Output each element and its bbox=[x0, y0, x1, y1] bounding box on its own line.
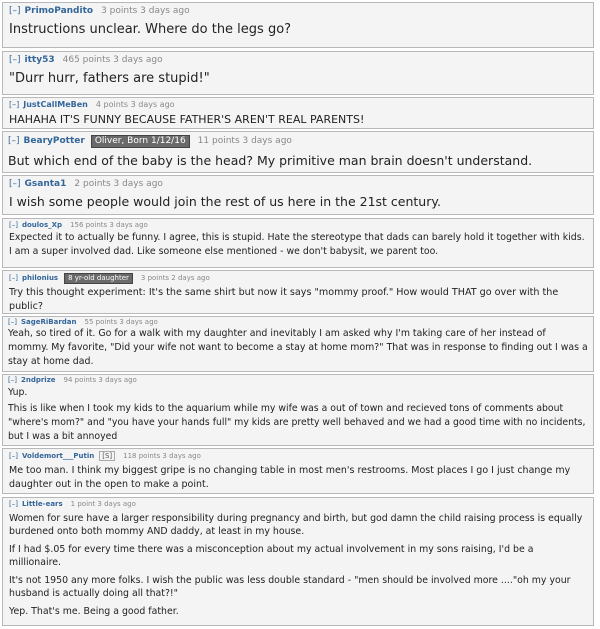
comment bbox=[2, 270, 594, 314]
comment-body bbox=[9, 464, 587, 492]
comment-meta bbox=[8, 318, 588, 326]
comment-text: If I had $.05 for every time there was a misconception about my actual involvement in my sons raising, I'd be a millionaire. bbox=[9, 544, 534, 569]
comment bbox=[2, 316, 594, 372]
comment-body bbox=[9, 21, 587, 38]
comment bbox=[2, 374, 594, 446]
comment-body bbox=[9, 286, 587, 314]
comment-meta bbox=[8, 376, 588, 384]
score-timestamp: 465 points 3 days ago bbox=[62, 55, 163, 65]
comment-text: Yeah, so tired of it. Go for a walk with my daughter and inevitably I am asked why I'm taking care of her instead of mommy. My favorite, "Did your wife not want to become a stay at home mom?" That was in response to finding out I was a stay at home dad. bbox=[8, 328, 588, 368]
author-link[interactable]: 2ndprize bbox=[20, 376, 56, 384]
comment-body bbox=[9, 70, 587, 87]
comment-text: I wish some people would join the rest of us here in the 21st century. bbox=[9, 193, 441, 209]
comment bbox=[2, 97, 594, 129]
collapse-toggle[interactable]: [–] bbox=[9, 179, 21, 189]
comment-meta bbox=[9, 500, 587, 508]
comment-text: Me too man. I think my biggest gripe is no changing table in most men's restrooms. Most places I go I just change my daughter out in the open to make a point. bbox=[9, 465, 571, 491]
comment bbox=[2, 131, 594, 173]
collapse-toggle[interactable]: [–] bbox=[9, 6, 21, 16]
author-link[interactable]: Voldemort___Putin bbox=[21, 452, 95, 460]
comment-body bbox=[8, 386, 588, 444]
comment-text: "Durr hurr, fathers are stupid!" bbox=[9, 70, 210, 86]
comment-text: Yup. bbox=[8, 387, 28, 399]
comment-meta bbox=[9, 451, 587, 461]
author-link[interactable]: Little-ears bbox=[21, 500, 63, 508]
comment-body bbox=[9, 193, 587, 210]
comment-text: HAHAHA IT'S FUNNY BECAUSE FATHER'S AREN'T REAL PARENTS! bbox=[9, 112, 365, 126]
comment-meta bbox=[8, 135, 588, 148]
comment-text: Try this thought experiment: It's the same shirt but now it says "mommy proof." How would THAT go over with the public? bbox=[9, 286, 559, 312]
collapse-toggle[interactable]: [–] bbox=[9, 500, 18, 508]
collapse-toggle[interactable]: [–] bbox=[9, 55, 21, 65]
comment bbox=[2, 2, 594, 48]
author-link[interactable]: SageRiBardan bbox=[20, 318, 77, 326]
comment-meta bbox=[9, 100, 587, 110]
collapse-toggle[interactable]: [–] bbox=[9, 452, 18, 460]
collapse-toggle[interactable]: [–] bbox=[8, 376, 17, 384]
score-timestamp: 55 points 3 days ago bbox=[84, 318, 158, 326]
collapse-toggle[interactable]: [–] bbox=[8, 136, 20, 146]
score-timestamp: 156 points 3 days ago bbox=[70, 221, 148, 229]
collapse-toggle[interactable]: [–] bbox=[8, 318, 17, 326]
collapse-toggle[interactable]: [–] bbox=[9, 221, 18, 229]
comment-text: It's not 1950 any more folks. I wish the public was less double standard - "men should be involved more ...."oh my your husband is actually doing all that?!" bbox=[9, 575, 571, 600]
comment-meta bbox=[9, 179, 587, 190]
score-timestamp: 3 points 2 days ago bbox=[140, 274, 210, 282]
comment bbox=[2, 497, 594, 626]
author-link[interactable]: JustCallMeBen bbox=[23, 100, 88, 109]
comment-text: Expected it to actually be funny. I agree, this is stupid. Hate the stereotype that dads can barely hold it together with kids. I am a super involved dad. Like someone else mentioned - we don't babysit, we parent too. bbox=[9, 232, 585, 258]
score-timestamp: 11 points 3 days ago bbox=[197, 136, 292, 146]
comment-body bbox=[9, 512, 587, 618]
comment-body bbox=[8, 327, 588, 369]
score-timestamp: 94 points 3 days ago bbox=[63, 376, 137, 384]
user-flair: Oliver, Born 1/12/16 bbox=[91, 135, 190, 148]
score-timestamp: 1 point 3 days ago bbox=[70, 500, 136, 508]
comment bbox=[2, 175, 594, 215]
comment bbox=[2, 448, 594, 494]
comment-text: Women for sure have a larger responsibility during pregnancy and birth, but god damn the child raising process is equally burdened onto both mommy AND daddy, at least in my house. bbox=[9, 513, 583, 538]
comment-meta bbox=[9, 221, 587, 229]
collapse-toggle[interactable]: [–] bbox=[9, 274, 18, 282]
comment-meta bbox=[9, 273, 587, 284]
comment bbox=[2, 218, 594, 268]
comment-body bbox=[9, 231, 587, 259]
author-link[interactable]: BearyPotter bbox=[23, 136, 85, 146]
comment-meta bbox=[9, 55, 587, 66]
author-link[interactable]: Gsanta1 bbox=[24, 179, 67, 189]
score-timestamp: 3 points 3 days ago bbox=[101, 6, 190, 16]
comment-text: Yep. That's me. Being a good father. bbox=[9, 606, 179, 618]
comment bbox=[2, 51, 594, 95]
score-timestamp: 2 points 3 days ago bbox=[74, 179, 163, 189]
author-link[interactable]: doulos_Xp bbox=[21, 221, 63, 229]
author-link[interactable]: PrimoPandito bbox=[24, 6, 94, 16]
comment-text: Instructions unclear. Where do the legs go? bbox=[9, 21, 292, 37]
comment-meta bbox=[9, 6, 587, 17]
comment-text: This is like when I took my kids to the aquarium while my wife was a out of town and recieved tons of comments about "where's mom?" and "you have your hands full" my kids are pretty well behaved and we had a good time with no incidents, but I was a bit annoyed bbox=[8, 403, 586, 443]
collapse-toggle[interactable]: [–] bbox=[9, 100, 20, 109]
score-timestamp: 118 points 3 days ago bbox=[123, 452, 201, 460]
user-flair: 8 yr-old daughter bbox=[64, 273, 133, 284]
comment-body bbox=[8, 152, 588, 169]
comment-text: But which end of the baby is the head? My primitive man brain doesn't understand. bbox=[8, 153, 533, 169]
score-timestamp: 4 points 3 days ago bbox=[95, 100, 175, 109]
submitter-badge: [S] bbox=[99, 451, 115, 461]
comment-body bbox=[9, 113, 587, 127]
author-link[interactable]: itty53 bbox=[24, 55, 55, 65]
author-link[interactable]: philonius bbox=[21, 274, 59, 282]
